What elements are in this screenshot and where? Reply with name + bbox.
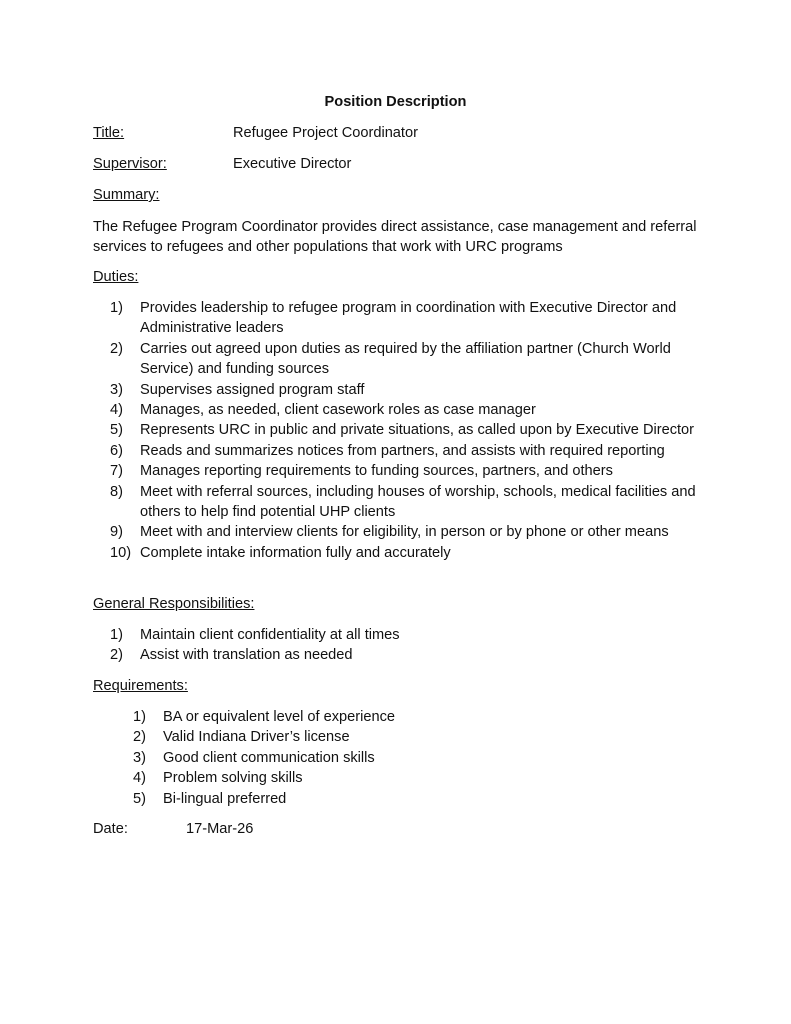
list-item (110, 298, 708, 339)
supervisor-label: Supervisor: (93, 156, 167, 172)
title-field (93, 125, 418, 141)
duties-list (110, 298, 708, 563)
list-text: Complete intake information fully and accurately (140, 544, 451, 561)
list-number: 2) (110, 340, 123, 357)
list-number: 4) (133, 770, 146, 787)
list-text: Supervises assigned program staff (140, 381, 365, 398)
date-field (93, 821, 253, 837)
list-number: 1) (110, 300, 123, 316)
list-number: 2) (110, 647, 123, 664)
document-title: Position Description (324, 94, 467, 110)
list-item (110, 625, 708, 645)
list-text: Provides leadership to refugee program in coordination with Executive Director and Administrative leaders (140, 300, 677, 337)
list-item (133, 768, 701, 788)
list-text: Valid Indiana Driver’s license (163, 729, 350, 746)
list-number: 1) (110, 627, 123, 643)
list-item (110, 461, 708, 481)
list-number: 9) (110, 524, 123, 541)
list-text: Good client communication skills (163, 749, 375, 766)
list-item (110, 482, 708, 523)
list-number: 5) (110, 422, 123, 439)
supervisor-field (93, 156, 351, 172)
list-item (110, 645, 708, 665)
list-item (110, 441, 708, 461)
list-number: 5) (133, 790, 146, 807)
general-list (110, 625, 708, 666)
list-text: Assist with translation as needed (140, 647, 353, 664)
list-item (110, 522, 708, 542)
list-item (110, 543, 708, 563)
list-item (110, 400, 708, 420)
list-number: 10) (110, 544, 132, 561)
list-text: Meet with referral sources, including houses of worship, schools, medical facilities and others to help find potential UHP clients (140, 483, 696, 521)
list-item (110, 380, 708, 400)
title-value: Refugee Project Coordinator (233, 125, 418, 141)
requirements-heading: Requirements: (93, 678, 188, 694)
list-text: Reads and summarizes notices from partners, and assists with required reporting (140, 442, 665, 459)
date-value: 17-Mar-26 (186, 821, 254, 837)
list-number: 3) (110, 381, 123, 398)
date-label: Date: (93, 821, 128, 837)
list-text: Maintain client confidentiality at all times (140, 627, 400, 643)
general-heading: General Responsibilities: (93, 596, 255, 612)
list-item (133, 748, 701, 768)
title-label: Title: (93, 125, 125, 141)
list-item (133, 707, 701, 727)
list-number: 2) (133, 729, 146, 746)
requirements-list (133, 707, 701, 809)
list-number: 7) (110, 463, 123, 480)
list-text: Bi-lingual preferred (163, 790, 287, 807)
list-item (133, 789, 701, 809)
list-text: BA or equivalent level of experience (163, 709, 396, 725)
list-text: Manages, as needed, client casework roles as case manager (140, 402, 536, 419)
list-number: 6) (110, 442, 123, 459)
summary-heading: Summary: (93, 187, 160, 203)
list-text: Manages reporting requirements to funding sources, partners, and others (140, 463, 613, 480)
list-text: Meet with and interview clients for eligibility, in person or by phone or other means (140, 524, 669, 541)
list-item (133, 727, 701, 747)
list-item (110, 339, 708, 380)
list-number: 4) (110, 402, 123, 419)
list-number: 3) (133, 749, 146, 766)
list-text: Carries out agreed upon duties as required by the affiliation partner (Church World Service) and funding sources (140, 340, 671, 378)
list-text: Problem solving skills (163, 770, 303, 787)
supervisor-value: Executive Director (233, 156, 352, 172)
summary-text: The Refugee Program Coordinator provides direct assistance, case management and referral services to refugees and other populations that work with URC programs (93, 219, 697, 255)
list-number: 1) (133, 709, 146, 725)
list-item (110, 420, 708, 440)
duties-heading: Duties: (93, 269, 139, 285)
list-number: 8) (110, 483, 123, 500)
list-text: Represents URC in public and private situations, as called upon by Executive Director (140, 422, 695, 439)
